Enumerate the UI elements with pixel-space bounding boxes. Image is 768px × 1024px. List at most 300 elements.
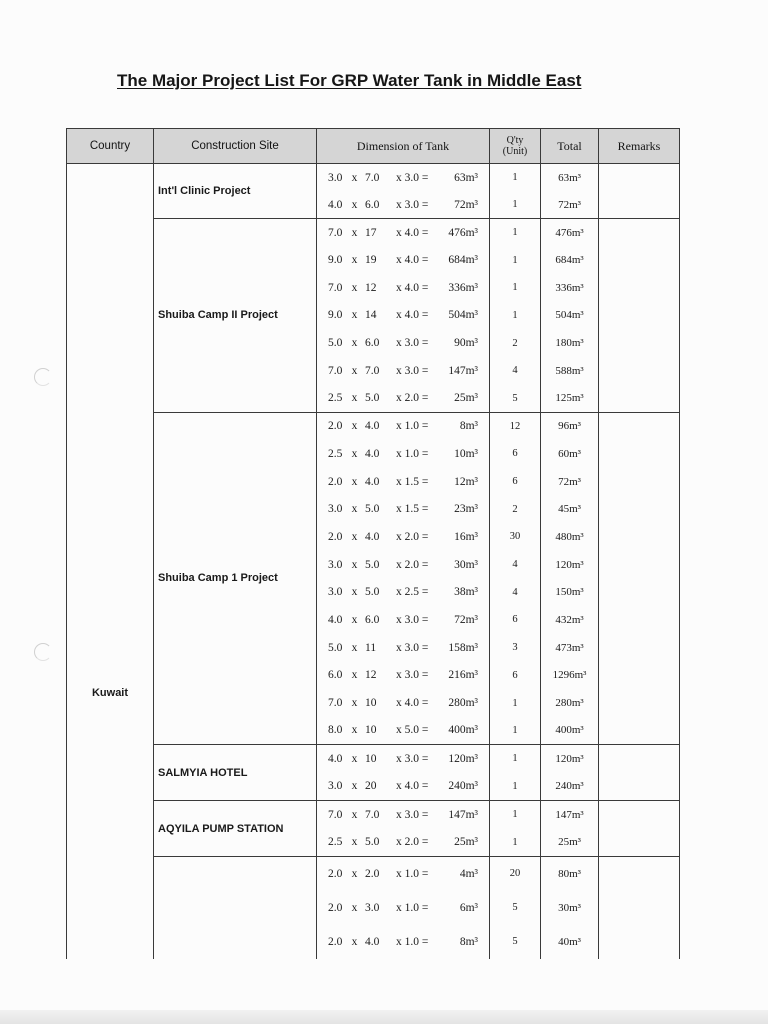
header-quantity [490,129,541,164]
dimension-times: x [351,447,358,460]
tank-dimension [317,392,489,404]
header-quantity-label: Q'ty [506,135,524,146]
dimension-times: x [351,226,358,239]
tank-dimension-cell [317,246,490,274]
dimension-times: x [351,867,358,880]
tank-dimension [317,172,489,184]
tank-volume: 8m³ [459,935,478,948]
dimension-times: x [351,836,358,849]
dimension-height: x 4.0 = [396,226,429,239]
remarks-cell [599,578,680,606]
remarks-cell [599,440,680,468]
tank-dimension [317,337,489,349]
dimension-length: 4.0 [328,198,343,211]
header-country: Country [67,129,154,164]
dimension-height: x 4.0 = [396,697,429,710]
header-construction-site: Construction Site [154,129,317,164]
dimension-length: 2.0 [328,935,343,948]
dimension-length: 2.0 [328,530,343,543]
tank-dimension-cell [317,829,490,857]
tank-volume: 216m³ [448,669,478,682]
remarks-cell [599,219,680,247]
tank-dimension-cell [317,773,490,801]
dimension-width: 5.0 [365,836,380,849]
total-volume-cell: 30m³ [541,891,599,925]
dimension-length: 8.0 [328,724,343,737]
quantity-cell: 4 [490,551,541,579]
dimension-width: 10 [365,724,377,737]
dimension-width: 17 [365,226,377,239]
remarks-cell [599,925,680,959]
tank-dimension-cell [317,891,490,925]
tank-dimension-cell [317,606,490,634]
total-volume-cell: 473m³ [541,634,599,662]
remarks-cell [599,357,680,385]
header-remarks: Remarks [599,129,680,164]
tank-volume: 684m³ [448,254,478,267]
dimension-height: x 1.0 = [396,420,429,433]
dimension-times: x [351,901,358,914]
tank-dimension [317,753,489,765]
construction-site-name: Int'l Clinic Project [158,185,251,197]
dimension-height: x 1.0 = [396,447,429,460]
dimension-times: x [351,586,358,599]
quantity-cell: 1 [490,745,541,773]
dimension-height: x 2.0 = [396,558,429,571]
dimension-length: 4.0 [328,613,343,626]
dimension-width: 6.0 [365,613,380,626]
tank-volume: 72m³ [454,613,478,626]
tank-volume: 23m³ [454,503,478,516]
tank-dimension [317,254,489,266]
dimension-width: 6.0 [365,337,380,350]
dimension-length: 3.0 [328,503,343,516]
tank-dimension-cell [317,801,490,829]
dimension-height: x 4.0 = [396,309,429,322]
remarks-cell [599,662,680,690]
dimension-times: x [351,697,358,710]
tank-dimension-cell [317,551,490,579]
construction-site-cell [154,412,317,744]
construction-site-name: Shuiba Camp II Project [158,309,278,322]
dimension-times: x [351,392,358,405]
dimension-width: 20 [365,780,377,793]
construction-site-cell [154,801,317,857]
dimension-height: x 1.5 = [396,503,429,516]
total-volume-cell: 336m³ [541,274,599,302]
quantity-cell: 5 [490,385,541,413]
table-body [67,164,680,959]
tank-dimension-cell [317,745,490,773]
remarks-cell [599,551,680,579]
dimension-times: x [351,669,358,682]
scan-edge-shade [0,1010,768,1024]
tank-volume: 16m³ [454,530,478,543]
country-cell [67,164,154,959]
total-volume-cell: 147m³ [541,801,599,829]
quantity-cell: 1 [490,689,541,717]
dimension-height: x 5.0 = [396,724,429,737]
remarks-cell [599,773,680,801]
tank-dimension [317,476,489,488]
tank-dimension [317,642,489,654]
quantity-cell: 6 [490,468,541,496]
construction-site-cell [154,164,317,219]
quantity-cell: 5 [490,891,541,925]
dimension-length: 7.0 [328,281,343,294]
quantity-cell: 4 [490,357,541,385]
tank-volume: 4m³ [459,867,478,880]
tank-dimension [317,836,489,848]
dimension-width: 4.0 [365,447,380,460]
dimension-times: x [351,281,358,294]
dimension-length: 7.0 [328,697,343,710]
dimension-length: 2.0 [328,867,343,880]
tank-dimension [317,669,489,681]
tank-dimension [317,697,489,709]
remarks-cell [599,412,680,440]
dimension-times: x [351,475,358,488]
tank-volume: 280m³ [448,697,478,710]
dimension-length: 2.5 [328,447,343,460]
dimension-times: x [351,198,358,211]
dimension-width: 4.0 [365,420,380,433]
tank-dimension [317,365,489,377]
dimension-length: 7.0 [328,364,343,377]
dimension-height: x 2.0 = [396,392,429,405]
tank-volume: 25m³ [454,392,478,405]
dimension-times: x [351,337,358,350]
total-volume-cell: 1296m³ [541,662,599,690]
dimension-length: 2.5 [328,392,343,405]
remarks-cell [599,274,680,302]
quantity-cell: 1 [490,219,541,247]
tank-dimension-cell [317,412,490,440]
quantity-cell: 6 [490,606,541,634]
tank-volume: 504m³ [448,309,478,322]
quantity-cell: 6 [490,440,541,468]
remarks-cell [599,495,680,523]
dimension-times: x [351,503,358,516]
total-volume-cell: 400m³ [541,717,599,745]
remarks-cell [599,857,680,891]
quantity-cell: 4 [490,578,541,606]
tank-dimension [317,227,489,239]
dimension-length: 3.0 [328,558,343,571]
total-volume-cell: 180m³ [541,329,599,357]
tank-volume: 147m³ [448,364,478,377]
tank-dimension-cell [317,689,490,717]
tank-volume: 30m³ [454,558,478,571]
dimension-times: x [351,420,358,433]
dimension-height: x 4.0 = [396,780,429,793]
tank-dimension [317,809,489,821]
dimension-height: x 3.0 = [396,808,429,821]
tank-volume: 12m³ [454,475,478,488]
table-row [67,745,680,773]
dimension-height: x 3.0 = [396,198,429,211]
remarks-cell [599,246,680,274]
dimension-width: 12 [365,281,377,294]
dimension-height: x 3.0 = [396,364,429,377]
dimension-height: x 3.0 = [396,641,429,654]
dimension-height: x 4.0 = [396,254,429,267]
tank-volume: 400m³ [448,724,478,737]
dimension-length: 5.0 [328,337,343,350]
tank-volume: 6m³ [459,901,478,914]
tank-volume: 240m³ [448,780,478,793]
tank-volume: 10m³ [454,447,478,460]
dimension-length: 2.0 [328,420,343,433]
dimension-times: x [351,558,358,571]
quantity-cell: 1 [490,717,541,745]
dimension-width: 5.0 [365,503,380,516]
remarks-cell [599,385,680,413]
dimension-length: 2.0 [328,475,343,488]
dimension-times: x [351,530,358,543]
table-header-row [67,129,680,164]
quantity-cell: 12 [490,412,541,440]
total-volume-cell: 125m³ [541,385,599,413]
total-volume-cell: 432m³ [541,606,599,634]
tank-dimension-cell [317,717,490,745]
dimension-width: 7.0 [365,808,380,821]
dimension-times: x [351,364,358,377]
tank-dimension-cell [317,302,490,330]
dimension-width: 10 [365,697,377,710]
tank-dimension-cell [317,468,490,496]
tank-dimension-cell [317,191,490,219]
quantity-cell: 1 [490,829,541,857]
tank-dimension-cell [317,857,490,891]
construction-site-name: AQYILA PUMP STATION [158,822,284,835]
dimension-width: 5.0 [365,392,380,405]
dimension-height: x 1.5 = [396,475,429,488]
remarks-cell [599,829,680,857]
table-row [67,857,680,891]
tank-dimension [317,868,489,880]
dimension-length: 7.0 [328,808,343,821]
quantity-cell: 30 [490,523,541,551]
construction-site-name: Shuiba Camp 1 Project [158,572,278,585]
total-volume-cell: 280m³ [541,689,599,717]
tank-volume: 25m³ [454,836,478,849]
construction-site-name: SALMYIA HOTEL [158,766,248,779]
tank-dimension [317,420,489,432]
quantity-cell: 1 [490,773,541,801]
quantity-cell: 1 [490,164,541,192]
dimension-height: x 3.0 = [396,337,429,350]
total-volume-cell: 588m³ [541,357,599,385]
dimension-height: x 3.0 = [396,613,429,626]
total-volume-cell: 480m³ [541,523,599,551]
remarks-cell [599,606,680,634]
dimension-width: 12 [365,669,377,682]
total-volume-cell: 150m³ [541,578,599,606]
tank-volume: 158m³ [448,641,478,654]
tank-dimension [317,559,489,571]
remarks-cell [599,468,680,496]
total-volume-cell: 80m³ [541,857,599,891]
dimension-height: x 4.0 = [396,281,429,294]
total-volume-cell: 504m³ [541,302,599,330]
tank-volume: 38m³ [454,586,478,599]
tank-volume: 120m³ [448,752,478,765]
tank-dimension-cell [317,662,490,690]
quantity-cell: 2 [490,495,541,523]
dimension-length: 3.0 [328,780,343,793]
remarks-cell [599,634,680,662]
tank-volume: 476m³ [448,226,478,239]
tank-dimension-cell [317,578,490,606]
punch-hole-mark [34,643,52,661]
remarks-cell [599,745,680,773]
header-dimension-of-tank: Dimension of Tank [317,129,490,164]
dimension-width: 5.0 [365,586,380,599]
total-volume-cell: 40m³ [541,925,599,959]
quantity-cell: 1 [490,246,541,274]
tank-dimension-cell [317,357,490,385]
tank-volume: 90m³ [454,337,478,350]
dimension-times: x [351,254,358,267]
dimension-height: x 3.0 = [396,171,429,184]
dimension-length: 2.5 [328,836,343,849]
dimension-width: 7.0 [365,171,380,184]
tank-volume: 8m³ [459,420,478,433]
dimension-length: 4.0 [328,752,343,765]
quantity-cell: 3 [490,634,541,662]
remarks-cell [599,302,680,330]
total-volume-cell: 96m³ [541,412,599,440]
dimension-width: 19 [365,254,377,267]
dimension-width: 14 [365,309,377,322]
tank-dimension-cell [317,495,490,523]
dimension-times: x [351,641,358,654]
construction-site-cell [154,745,317,801]
remarks-cell [599,801,680,829]
tank-dimension-cell [317,385,490,413]
quantity-cell: 5 [490,925,541,959]
tank-dimension [317,282,489,294]
total-volume-cell: 63m³ [541,164,599,192]
tank-volume: 336m³ [448,281,478,294]
total-volume-cell: 60m³ [541,440,599,468]
tank-dimension [317,448,489,460]
header-total: Total [541,129,599,164]
tank-dimension [317,531,489,543]
punch-hole-mark [34,368,52,386]
dimension-width: 5.0 [365,558,380,571]
page-title: The Major Project List For GRP Water Tank in Middle East [117,71,582,90]
remarks-cell [599,717,680,745]
dimension-times: x [351,309,358,322]
remarks-cell [599,164,680,192]
total-volume-cell: 120m³ [541,551,599,579]
total-volume-cell: 240m³ [541,773,599,801]
dimension-width: 11 [365,641,377,654]
dimension-height: x 1.0 = [396,901,429,914]
tank-dimension-cell [317,440,490,468]
quantity-cell: 1 [490,801,541,829]
tank-dimension [317,199,489,211]
dimension-height: x 2.0 = [396,836,429,849]
table-row [67,412,680,440]
tank-dimension-cell [317,164,490,192]
quantity-cell: 20 [490,857,541,891]
total-volume-cell: 72m³ [541,191,599,219]
dimension-width: 10 [365,752,377,765]
total-volume-cell: 120m³ [541,745,599,773]
tank-dimension [317,586,489,598]
dimension-height: x 2.5 = [396,586,429,599]
total-volume-cell: 72m³ [541,468,599,496]
country-name: Kuwait [91,687,129,699]
tank-dimension [317,936,489,948]
total-volume-cell: 25m³ [541,829,599,857]
dimension-times: x [351,808,358,821]
table-row [67,801,680,829]
dimension-times: x [351,752,358,765]
dimension-height: x 3.0 = [396,669,429,682]
tank-dimension-cell [317,274,490,302]
tank-dimension-cell [317,523,490,551]
table-row [67,164,680,192]
dimension-length: 7.0 [328,226,343,239]
remarks-cell [599,523,680,551]
tank-dimension-cell [317,634,490,662]
dimension-times: x [351,780,358,793]
dimension-times: x [351,171,358,184]
remarks-cell [599,689,680,717]
dimension-height: x 1.0 = [396,867,429,880]
dimension-length: 3.0 [328,171,343,184]
construction-site-cell [154,857,317,959]
dimension-width: 4.0 [365,475,380,488]
dimension-width: 3.0 [365,901,380,914]
dimension-length: 5.0 [328,641,343,654]
tank-dimension-cell [317,329,490,357]
dimension-width: 4.0 [365,530,380,543]
project-list-table [66,128,680,959]
dimension-times: x [351,724,358,737]
dimension-height: x 1.0 = [396,935,429,948]
remarks-cell [599,329,680,357]
dimension-times: x [351,613,358,626]
dimension-width: 6.0 [365,198,380,211]
quantity-cell: 1 [490,302,541,330]
quantity-cell: 1 [490,274,541,302]
tank-dimension [317,503,489,515]
tank-volume: 63m³ [454,171,478,184]
dimension-width: 4.0 [365,935,380,948]
tank-dimension [317,614,489,626]
dimension-length: 6.0 [328,669,343,682]
tank-dimension [317,309,489,321]
quantity-cell: 2 [490,329,541,357]
dimension-length: 2.0 [328,901,343,914]
tank-dimension-cell [317,219,490,247]
dimension-width: 2.0 [365,867,380,880]
total-volume-cell: 45m³ [541,495,599,523]
table-row [67,219,680,247]
dimension-length: 3.0 [328,586,343,599]
dimension-height: x 2.0 = [396,530,429,543]
dimension-width: 7.0 [365,364,380,377]
dimension-height: x 3.0 = [396,752,429,765]
dimension-length: 9.0 [328,309,343,322]
total-volume-cell: 684m³ [541,246,599,274]
construction-site-cell [154,219,317,413]
